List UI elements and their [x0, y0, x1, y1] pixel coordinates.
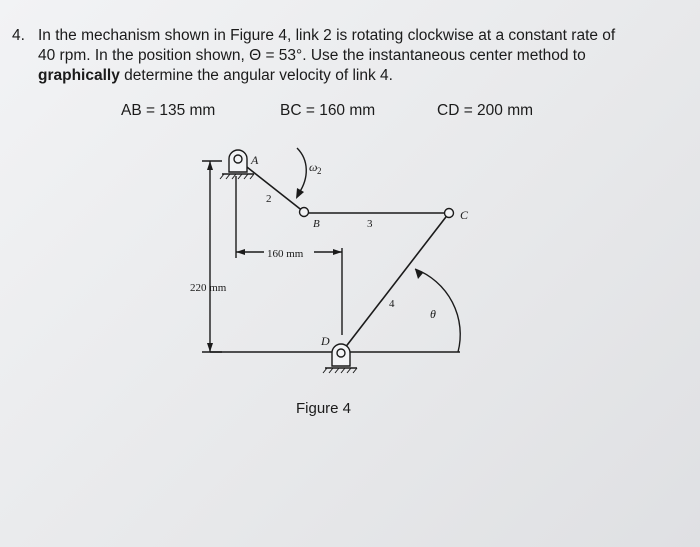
label-220-mm: 220 mm	[190, 282, 227, 294]
link-4	[341, 213, 449, 353]
label-link-2: 2	[266, 193, 272, 205]
arrowhead-up	[207, 161, 213, 170]
label-omega-sub: 2	[317, 166, 322, 176]
arrowhead-left	[236, 249, 245, 255]
label-a: A	[251, 153, 259, 167]
dimension-cd: CD = 200 mm	[437, 102, 534, 119]
arrowhead-down	[207, 343, 213, 352]
pivot-d	[323, 344, 357, 373]
omega-arrowhead	[296, 188, 304, 199]
theta-arc	[415, 269, 460, 352]
label-link-4: 4	[389, 298, 395, 310]
joint-b	[300, 208, 309, 217]
problem-line-3-rest: determine the angular velocity of link 4.	[119, 67, 393, 84]
label-omega: ω	[309, 160, 318, 174]
joint-c	[445, 209, 454, 218]
problem-line-1: In the mechanism shown in Figure 4, link 2 is rotating clockwise at a constant rate of	[38, 27, 616, 44]
label-link-3: 3	[367, 218, 373, 230]
label-d: D	[321, 334, 330, 348]
emphasis-graphically: graphically	[38, 67, 120, 84]
figure-caption: Figure 4	[296, 400, 352, 417]
dimension-bc: BC = 160 mm	[280, 102, 376, 119]
arrowhead-right	[333, 249, 342, 255]
problem-line-2: 40 rpm. In the position shown, Θ = 53°. Use the instantaneous center method to	[38, 47, 586, 64]
pivot-a	[220, 150, 254, 179]
omega-arc	[297, 148, 306, 193]
label-b: B	[313, 218, 320, 230]
dimension-ab: AB = 135 mm	[121, 102, 216, 119]
label-theta: θ	[430, 307, 436, 321]
label-160-mm: 160 mm	[267, 248, 304, 260]
problem-number: 4.	[12, 27, 25, 44]
label-c: C	[460, 208, 469, 222]
